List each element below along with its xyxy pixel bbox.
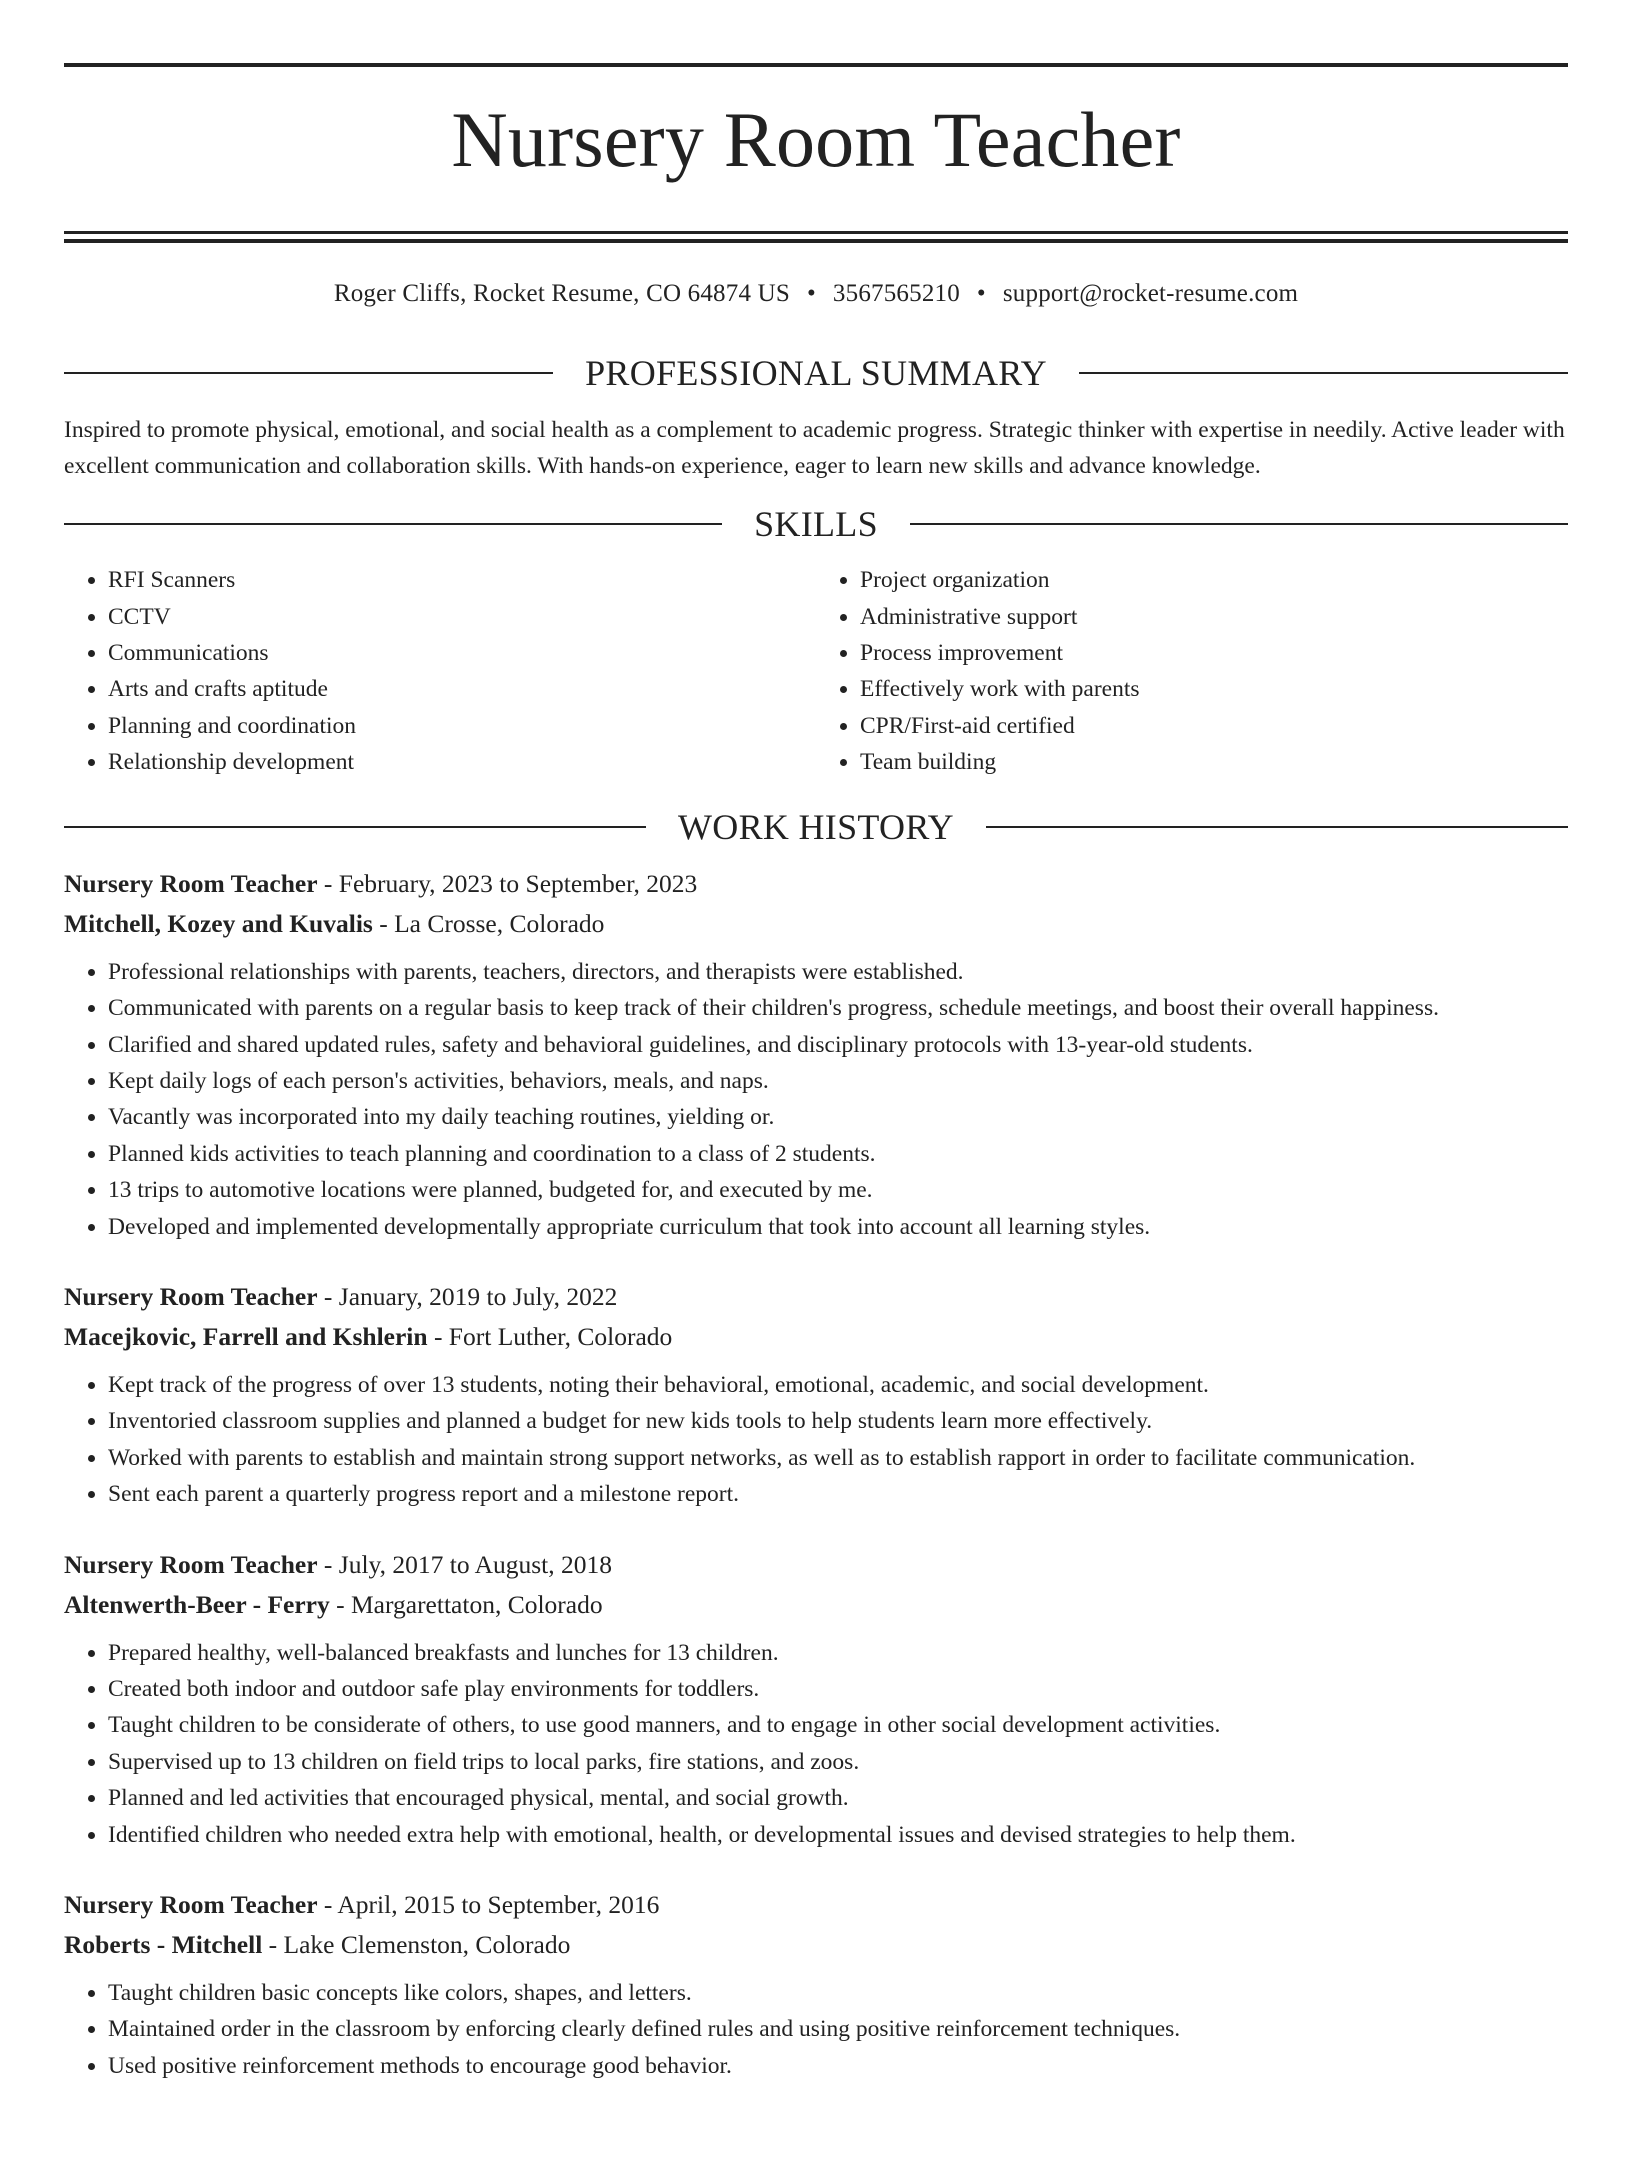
job-title: Nursery Room Teacher bbox=[64, 1281, 318, 1311]
job-title-line bbox=[64, 1277, 1568, 1317]
section-heading-summary bbox=[64, 353, 1568, 393]
heading-rule-left bbox=[64, 372, 553, 374]
skills-column-right bbox=[816, 562, 1568, 780]
skill-item: • Process improvement bbox=[860, 635, 1568, 671]
skill-item: • RFI Scanners bbox=[108, 562, 816, 598]
job-bullet: • Taught children to be considerate of others, to use good manners, and to engage in other social development activities. bbox=[108, 1707, 1568, 1743]
heading-rule-right bbox=[1079, 372, 1568, 374]
job-company-line bbox=[64, 1317, 1568, 1357]
skill-item: • CPR/First-aid certified bbox=[860, 708, 1568, 744]
skill-item: • Project organization bbox=[860, 562, 1568, 598]
contact-line bbox=[64, 279, 1568, 309]
title-double-rule bbox=[64, 231, 1568, 243]
job-location: - La Crosse, Colorado bbox=[379, 908, 605, 938]
skill-item: • Relationship development bbox=[108, 744, 816, 780]
job-bullet: • Prepared healthy, well-balanced breakfasts and lunches for 13 children. bbox=[108, 1635, 1568, 1671]
job-company: Mitchell, Kozey and Kuvalis bbox=[64, 908, 373, 938]
job-company-line bbox=[64, 1585, 1568, 1625]
job-entry bbox=[64, 1885, 1568, 2084]
heading-rule-right bbox=[910, 523, 1568, 525]
job-bullet: • Taught children basic concepts like colors, shapes, and letters. bbox=[108, 1975, 1568, 2011]
work-history-list bbox=[64, 864, 1568, 2085]
job-bullet: • Communicated with parents on a regular basis to keep track of their children's progress, schedule meetings, and boost their overall happiness. bbox=[108, 990, 1568, 1026]
section-heading-work-history bbox=[64, 807, 1568, 847]
resume-title: Nursery Room Teacher bbox=[451, 96, 1181, 183]
skills-list bbox=[64, 562, 1568, 780]
job-bullet: • Identified children who needed extra help with emotional, health, or developmental issues and devised strategies to help them. bbox=[108, 1817, 1568, 1853]
job-company-line bbox=[64, 904, 1568, 944]
skill-item: • Effectively work with parents bbox=[860, 671, 1568, 707]
job-title-line bbox=[64, 864, 1568, 904]
job-location: - Fort Luther, Colorado bbox=[433, 1321, 673, 1351]
section-heading-skills bbox=[64, 504, 1568, 544]
job-title-line bbox=[64, 1885, 1568, 1925]
contact-address: Roger Cliffs, Rocket Resume, CO 64874 US bbox=[333, 280, 790, 308]
job-entry bbox=[64, 1545, 1568, 1853]
heading-rule-left bbox=[64, 523, 722, 525]
job-company: Roberts - Mitchell bbox=[64, 1930, 263, 1959]
job-title: Nursery Room Teacher bbox=[64, 1890, 318, 1919]
job-bullet: • 13 trips to automotive locations were planned, budgeted for, and executed by me. bbox=[108, 1172, 1568, 1208]
section-heading-label: WORK HISTORY bbox=[678, 806, 954, 847]
job-entry bbox=[64, 864, 1568, 1245]
skill-item: • Team building bbox=[860, 744, 1568, 780]
job-bullet: • Inventoried classroom supplies and planned a budget for new kids tools to help students learn more effectively. bbox=[108, 1403, 1568, 1439]
summary-text: Inspired to promote physical, emotional, and social health as a complement to academic progress. Strategic thinker with expertise in needily. Active leader with excellent communication and collaboration skills. With hands-on experience, eager to learn new skills and advance knowledge. bbox=[64, 417, 1565, 480]
job-bullet: • Kept track of the progress of over 13 students, noting their behavioral, emotional, academic, and social development. bbox=[108, 1367, 1568, 1403]
job-bullets bbox=[64, 1367, 1568, 1513]
resume-page bbox=[0, 63, 1632, 2175]
job-dates: - February, 2023 to September, 2023 bbox=[323, 868, 698, 898]
skill-item: • Communications bbox=[108, 635, 816, 671]
job-bullet: • Worked with parents to establish and maintain strong support networks, as well as to establish rapport in order to facilitate communication. bbox=[108, 1440, 1568, 1476]
job-company: Altenwerth-Beer - Ferry bbox=[64, 1589, 330, 1619]
contact-separator: • bbox=[976, 280, 986, 308]
job-dates: - July, 2017 to August, 2018 bbox=[323, 1549, 612, 1579]
job-bullet: • Maintained order in the classroom by enforcing clearly defined rules and using positive reinforcement techniques. bbox=[108, 2011, 1568, 2047]
job-bullet: • Planned and led activities that encouraged physical, mental, and social growth. bbox=[108, 1780, 1568, 1816]
job-bullets bbox=[64, 954, 1568, 1245]
contact-phone: 3567565210 bbox=[832, 280, 960, 308]
top-rule bbox=[64, 63, 1568, 67]
job-bullet: • Developed and implemented developmentally appropriate curriculum that took into account all learning styles. bbox=[108, 1209, 1568, 1245]
job-bullet: • Clarified and shared updated rules, safety and behavioral guidelines, and disciplinary protocols with 13-year-old students. bbox=[108, 1027, 1568, 1063]
job-company: Macejkovic, Farrell and Kshlerin bbox=[64, 1321, 428, 1351]
job-bullet: • Kept daily logs of each person's activities, behaviors, meals, and naps. bbox=[108, 1063, 1568, 1099]
job-bullets bbox=[64, 1975, 1568, 2084]
contact-email: support@rocket-resume.com bbox=[1002, 280, 1299, 308]
section-heading-label: PROFESSIONAL SUMMARY bbox=[585, 353, 1047, 394]
job-bullet: • Used positive reinforcement methods to encourage good behavior. bbox=[108, 2048, 1568, 2084]
job-company-line bbox=[64, 1925, 1568, 1965]
job-title: Nursery Room Teacher bbox=[64, 1549, 318, 1579]
skill-item: • CCTV bbox=[108, 599, 816, 635]
job-bullet: • Professional relationships with parents, teachers, directors, and therapists were established. bbox=[108, 954, 1568, 990]
job-title-line bbox=[64, 1545, 1568, 1585]
job-bullet: • Supervised up to 13 children on field trips to local parks, fire stations, and zoos. bbox=[108, 1744, 1568, 1780]
skill-item: • Planning and coordination bbox=[108, 708, 816, 744]
job-dates: - January, 2019 to July, 2022 bbox=[323, 1281, 618, 1311]
job-location: - Lake Clemenston, Colorado bbox=[268, 1930, 571, 1959]
job-bullet: • Vacantly was incorporated into my daily teaching routines, yielding or. bbox=[108, 1099, 1568, 1135]
job-bullet: • Created both indoor and outdoor safe play environments for toddlers. bbox=[108, 1671, 1568, 1707]
skill-item: • Arts and crafts aptitude bbox=[108, 671, 816, 707]
skill-item: • Administrative support bbox=[860, 599, 1568, 635]
job-dates: - April, 2015 to September, 2016 bbox=[323, 1890, 660, 1919]
job-bullet: • Planned kids activities to teach planning and coordination to a class of 2 students. bbox=[108, 1136, 1568, 1172]
heading-rule-left bbox=[64, 826, 646, 828]
job-bullet: • Sent each parent a quarterly progress report and a milestone report. bbox=[108, 1476, 1568, 1512]
contact-separator: • bbox=[806, 280, 816, 308]
job-location: - Margarettaton, Colorado bbox=[336, 1589, 603, 1619]
job-title: Nursery Room Teacher bbox=[64, 868, 318, 898]
section-heading-label: SKILLS bbox=[754, 504, 878, 545]
heading-rule-right bbox=[986, 826, 1568, 828]
job-bullets bbox=[64, 1635, 1568, 1853]
job-entry bbox=[64, 1277, 1568, 1513]
skills-column-left bbox=[64, 562, 816, 780]
